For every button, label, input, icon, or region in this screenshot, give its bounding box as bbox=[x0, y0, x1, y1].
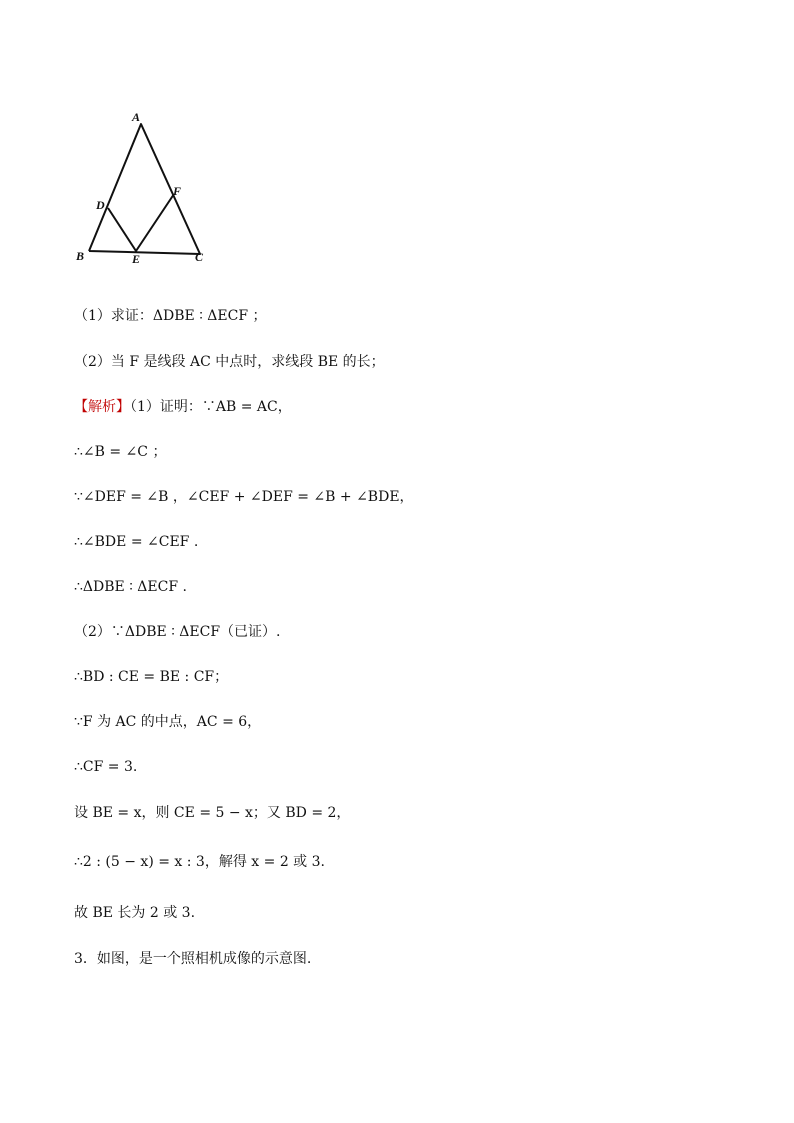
label-c: C bbox=[195, 250, 204, 264]
label-f: F bbox=[173, 184, 182, 198]
triangle-figure bbox=[70, 108, 220, 270]
label-b: B bbox=[76, 249, 85, 263]
question-1: （1）求证：ΔDBE ∶ ΔECF ； bbox=[74, 308, 267, 324]
solution-line-12: 故 BE 长为 2 或 3. bbox=[74, 905, 196, 921]
solution-line-9: ∴CF = 3. bbox=[74, 759, 138, 775]
solution-line-6: （2）∵ΔDBE ∶ ΔECF（已证）. bbox=[74, 624, 281, 640]
solution-line-1-text: （1）证明：∵AB = AC， bbox=[130, 399, 292, 415]
solution-line-7: ∴BD : CE = BE : CF； bbox=[74, 669, 229, 685]
solution-line-4: ∴∠BDE = ∠CEF . bbox=[74, 534, 199, 550]
segment-d-e-f bbox=[108, 194, 174, 251]
question-3: 3．如图，是一个照相机成像的示意图. bbox=[74, 951, 312, 967]
solution-line-8: ∵F 为 AC 的中点，AC = 6， bbox=[74, 714, 262, 730]
solution-line-1 bbox=[74, 398, 292, 416]
question-2: （2）当 F 是线段 AC 中点时，求线段 BE 的长； bbox=[74, 354, 385, 370]
label-a: A bbox=[132, 110, 141, 124]
solution-tag: 【解析】 bbox=[74, 399, 130, 415]
triangle-outline bbox=[89, 124, 200, 254]
solution-line-3: ∵∠DEF = ∠B ，∠CEF + ∠DEF = ∠B + ∠BDE， bbox=[74, 489, 414, 505]
solution-line-10: 设 BE = x，则 CE = 5 − x；又 BD = 2， bbox=[74, 805, 351, 821]
solution-line-2: ∴∠B = ∠C ； bbox=[74, 444, 167, 460]
solution-line-5: ∴ΔDBE ∶ ΔECF . bbox=[74, 579, 187, 595]
label-e: E bbox=[132, 252, 141, 266]
label-d: D bbox=[96, 198, 105, 212]
solution-line-11: ∴2 : (5 − x) = x : 3，解得 x = 2 或 3. bbox=[74, 854, 325, 870]
